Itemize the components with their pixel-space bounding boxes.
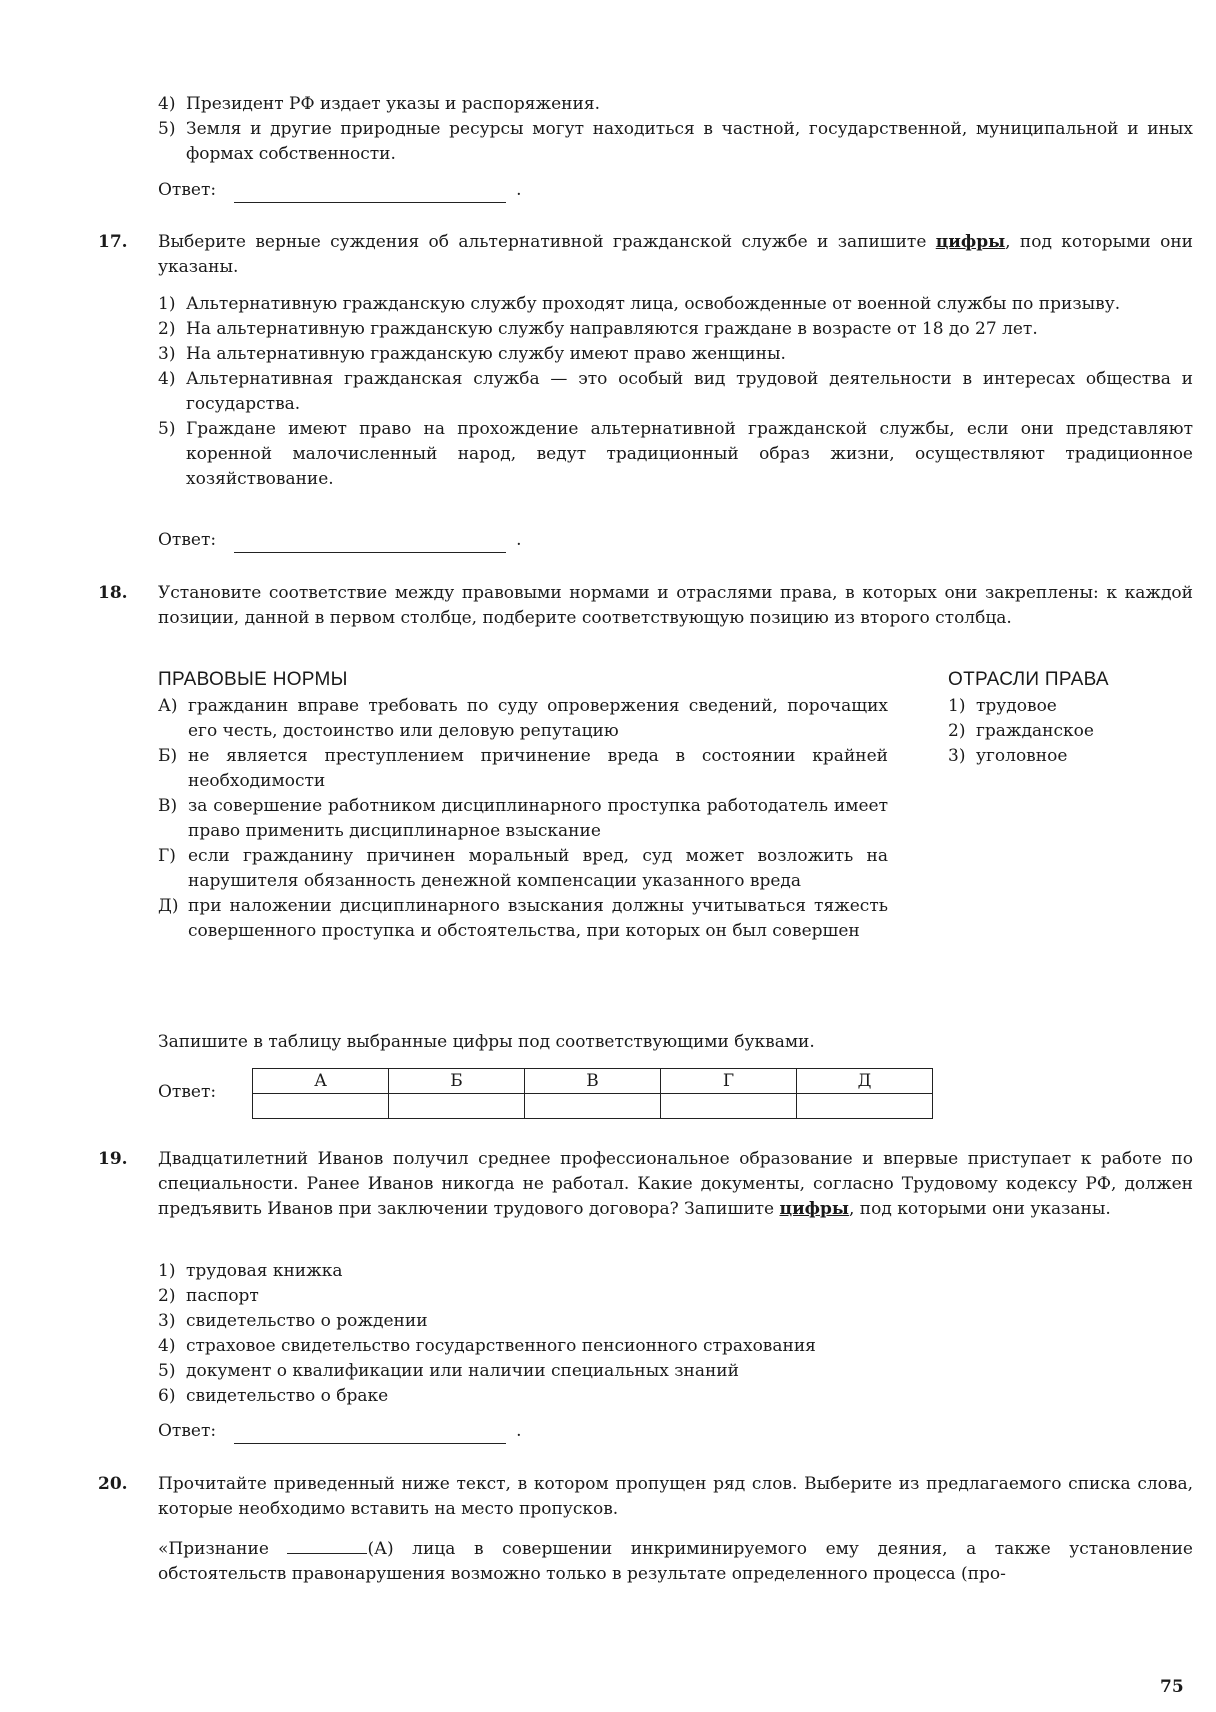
answer-table	[252, 1068, 933, 1119]
item-text: трудовое	[976, 696, 1057, 716]
answer-line-19: Ответ: .	[158, 1419, 522, 1444]
answer-label-18: Ответ:	[158, 1082, 217, 1102]
table-letter-cell: Д	[797, 1069, 933, 1094]
answer-label: Ответ:	[158, 180, 217, 200]
item-text: гражданин вправе требовать по суду опровержения сведений, порочащих его честь, достоинство или деловую репутацию	[188, 696, 888, 741]
question-number-18: 18.	[98, 583, 128, 603]
item-text: не является преступлением причинение вреда в состоянии крайней необходимости	[188, 746, 888, 791]
item-text: Президент РФ издает указы и распоряжения.	[186, 94, 600, 114]
question-number-17: 17.	[98, 232, 128, 252]
table-answer-cell[interactable]	[797, 1094, 933, 1119]
item-text: при наложении дисциплинарного взыскания должны учитываться тяжесть совершенного проступка и обстоятельства, при которых он был совершен	[188, 896, 888, 941]
list-item	[158, 1259, 1193, 1284]
table-instruction: Запишите в таблицу выбранные цифры под соответствующими буквами.	[158, 1032, 815, 1052]
question-18-text: Установите соответствие между правовыми нормами и отраслями права, в которых они закреплены: к каждой позиции, данной в первом столбце, подберите соответствующую позицию из второго столбца.	[158, 583, 1193, 628]
right-column	[948, 667, 1193, 769]
list-item	[158, 367, 1193, 417]
question-19-text: Двадцатилетний Иванов получил среднее профессиональное образование и впервые приступает к работе по специальности. Ранее Иванов никогда не работал. Какие документы, согласно Трудовому кодексу РФ, должен предъявить Иванов при заключении трудового договора? Запишите цифры, под которыми они указаны.	[158, 1149, 1193, 1219]
question-number-20: 20.	[98, 1474, 128, 1494]
item-text: Альтернативная гражданская служба — это особый вид трудовой деятельности в интересах общества и государства.	[186, 369, 1193, 414]
item-text: страховое свидетельство государственного пенсионного страхования	[186, 1336, 816, 1356]
list-item	[158, 894, 888, 944]
item-marker: Г)	[158, 846, 176, 866]
item-text: уголовное	[976, 746, 1068, 766]
item-marker: А)	[158, 696, 178, 716]
list-item	[158, 292, 1193, 317]
list-item	[158, 1334, 1193, 1359]
question-number-19: 19.	[98, 1149, 128, 1169]
list-item	[158, 1384, 1193, 1409]
item-text: если гражданину причинен моральный вред, суд может возложить на нарушителя обязанность денежной компенсации указанного вреда	[188, 846, 888, 891]
table-answer-cell[interactable]	[525, 1094, 661, 1119]
item-text: Граждане имеют право на прохождение альтернативной гражданской службы, если они представляют коренной малочисленный народ, ведут традиционный образ жизни, осуществляют традиционное хозяйствование.	[186, 419, 1193, 489]
answer-blank[interactable]	[234, 532, 506, 553]
item-text: за совершение работником дисциплинарного проступка работодатель имеет право применить дисциплинарное взыскание	[188, 796, 888, 841]
item-text: Альтернативную гражданскую службу проходят лица, освобожденные от военной службы по призыву.	[186, 294, 1121, 314]
item-marker: 1)	[948, 696, 966, 716]
question-20-text: Прочитайте приведенный ниже текст, в котором пропущен ряд слов. Выберите из предлагаемого списка слова, которые необходимо вставить на место пропусков.	[158, 1474, 1193, 1519]
item-marker: 2)	[948, 721, 966, 741]
table-letter-cell: Г	[661, 1069, 797, 1094]
table-letter-cell: В	[525, 1069, 661, 1094]
answer-line-16: Ответ: .	[158, 178, 522, 203]
right-column-heading: ОТРАСЛИ ПРАВА	[948, 669, 1109, 690]
item-text: свидетельство о браке	[186, 1386, 389, 1406]
list-item	[158, 317, 1193, 342]
list-item	[158, 1359, 1193, 1384]
item-text: гражданское	[976, 721, 1094, 741]
list-item	[948, 744, 1193, 769]
left-column	[158, 667, 888, 944]
item-marker: 3)	[158, 344, 176, 364]
list-item	[158, 117, 1193, 167]
answer-table-header-row	[253, 1069, 933, 1094]
question-17-text: Выберите верные суждения об альтернативной гражданской службе и запишите цифры, под которыми они указаны.	[158, 232, 1193, 277]
table-letter-cell: Б	[389, 1069, 525, 1094]
list-item	[158, 844, 888, 894]
item-text: На альтернативную гражданскую службу направляются граждане в возрасте от 18 до 27 лет.	[186, 319, 1038, 339]
question-20-quote: «Признание (А) лица в совершении инкриминируемого ему деяния, а также установление обстоятельств правонарушения возможно только в результате определенного процесса (про-	[158, 1535, 1193, 1587]
list-item	[948, 719, 1193, 744]
table-answer-cell[interactable]	[661, 1094, 797, 1119]
item-marker: 4)	[158, 369, 176, 389]
list-item	[158, 694, 888, 744]
digits-emphasis: цифры	[935, 232, 1006, 252]
item-marker: В)	[158, 796, 178, 816]
top-items	[158, 92, 1193, 167]
item-marker: 2)	[158, 319, 176, 339]
table-letter-cell: А	[253, 1069, 389, 1094]
list-item	[158, 417, 1193, 492]
answer-blank[interactable]	[234, 1423, 506, 1444]
item-text: Земля и другие природные ресурсы могут находиться в частной, государственной, муниципальной и иных формах собственности.	[186, 119, 1193, 164]
list-item	[158, 92, 1193, 117]
item-marker: Д)	[158, 896, 179, 916]
item-marker: 6)	[158, 1386, 176, 1406]
item-marker: Б)	[158, 746, 178, 766]
list-item	[948, 694, 1193, 719]
item-marker: 5)	[158, 119, 176, 139]
list-item	[158, 342, 1193, 367]
item-marker: 3)	[158, 1311, 176, 1331]
digits-emphasis: цифры	[779, 1199, 849, 1219]
list-item	[158, 794, 888, 844]
answer-table-input-row	[253, 1094, 933, 1119]
item-marker: 5)	[158, 1361, 176, 1381]
left-column-heading: ПРАВОВЫЕ НОРМЫ	[158, 669, 348, 690]
page-number: 75	[1160, 1677, 1184, 1697]
item-marker: 2)	[158, 1286, 176, 1306]
item-text: паспорт	[186, 1286, 259, 1306]
answer-blank[interactable]	[234, 182, 506, 203]
answer-line-17: Ответ: .	[158, 528, 522, 553]
item-marker: 4)	[158, 1336, 176, 1356]
item-marker: 3)	[948, 746, 966, 766]
question-19-options	[158, 1259, 1193, 1409]
item-text: трудовая книжка	[186, 1261, 343, 1281]
item-marker: 4)	[158, 94, 176, 114]
item-marker: 5)	[158, 419, 176, 439]
item-text: свидетельство о рождении	[186, 1311, 428, 1331]
table-answer-cell[interactable]	[389, 1094, 525, 1119]
list-item	[158, 1309, 1193, 1334]
item-marker: 1)	[158, 294, 176, 314]
gap-blank[interactable]	[287, 1535, 367, 1554]
list-item	[158, 1284, 1193, 1309]
item-marker: 1)	[158, 1261, 176, 1281]
list-item	[158, 744, 888, 794]
table-answer-cell[interactable]	[253, 1094, 389, 1119]
item-text: документ о квалификации или наличии специальных знаний	[186, 1361, 739, 1381]
question-17-options	[158, 292, 1193, 492]
item-text: На альтернативную гражданскую службу имеют право женщины.	[186, 344, 786, 364]
